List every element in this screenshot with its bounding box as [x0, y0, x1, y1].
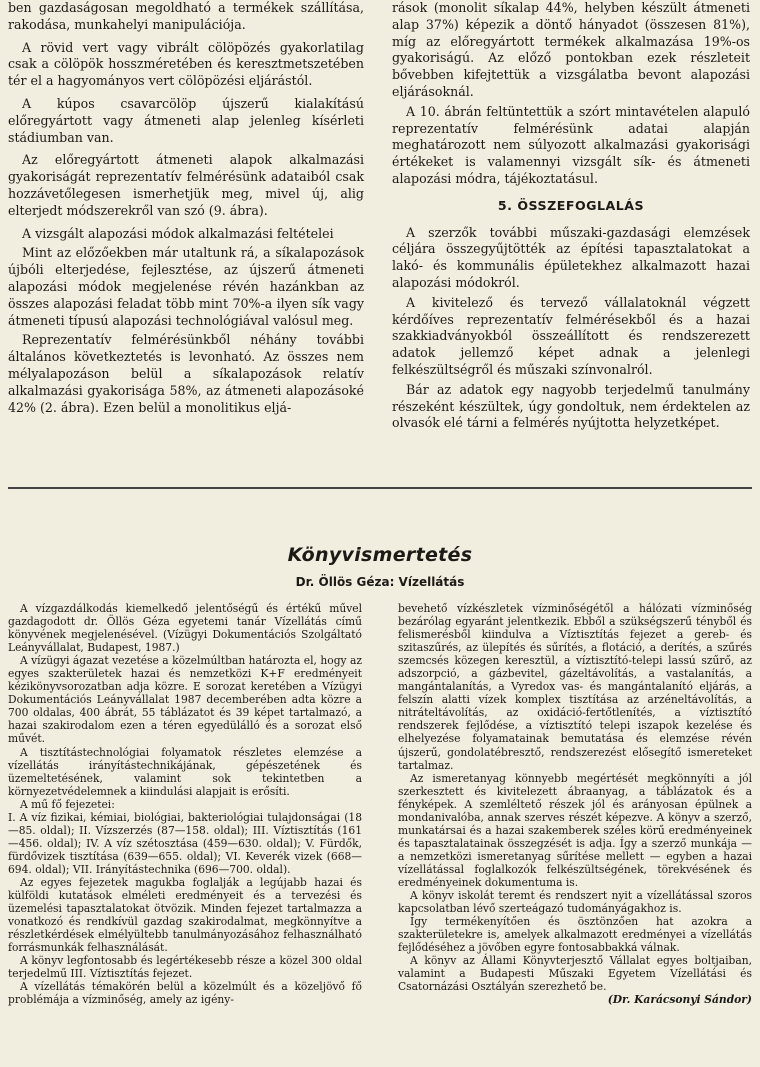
paragraph: A tisztítástechnológiai folyamatok részletes elemzése a vízellátás irányítástechnikájának, gépészetének és üzemeltetésének, valamint sok tekintetben a környezetvédelemnek a kiindulási alapjait is erősíti.	[8, 745, 362, 798]
paragraph: rások (monolit síkalap 44%, helyben készült átmeneti alap 37%) képezik a döntő hányadot (összesen 81%), míg az előregyártott termékek alkalmazása 19%-os gyakoriságú. Az előző pontokban ezek részleteit bővebben kifejtettük a vizsgálatba bevont alapozási eljárásoknál.	[392, 0, 750, 99]
paragraph-heading: A vizsgált alapozási módok alkalmazási feltételei	[22, 225, 334, 241]
upper-left-column	[8, 0, 364, 419]
paragraph: Bár az adatok egy nagyobb terjedelmű tanulmány részeként készültek, úgy gondoltuk, nem érdektelen az olvasók elé tárni a felmérés nyújtotta helyzetképet.	[392, 381, 750, 431]
upper-right-column	[392, 0, 750, 435]
section-divider	[8, 487, 752, 489]
paragraph: A kivitelező és tervező vállalatoknál végzett kérdőíves reprezentatív felmérésekből és a hazai szakkiadványokból összeállított és rendszerezett adatok jellemző képet adnak a jelenlegi felkészültségről és műszaki színvonalról.	[392, 294, 750, 377]
paragraph: A szerzők további műszaki-gazdasági elemzések céljára összegyűjtötték az építési tapasztalatokat a lakó- és kommunális épületekhez alkalmazott hazai alapozási módokról.	[392, 224, 750, 290]
lower-right-column	[398, 602, 752, 1006]
paragraph: ben gazdaságosan megoldható a termékek szállítása, rakodása, munkahelyi manipulációja.	[8, 0, 364, 32]
paragraph: A könyv az Állami Könyvterjesztő Vállalat egyes boltjaiban, valamint a Budapesti Műszaki Egyetem Vízellátási és Csatornázási Osztályán szerezhető be.	[398, 954, 752, 994]
lower-left-column	[8, 602, 362, 1006]
paragraph: A vízellátás témakörén belül a közelmúlt és a közeljövő fő problémája a vízminőség, amely az igény-	[8, 980, 362, 1007]
paragraph: A rövid vert vagy vibrált cölöpözés gyakorlatilag csak a cölöpök hosszméretében és keresztmetszetében tér el a hagyományos vert cölöpözési eljárástól.	[8, 39, 364, 89]
paragraph: A könyv legfontosabb és legértékesebb része a közel 300 oldal terjedelmű III. Víztisztítás fejezet.	[8, 954, 362, 981]
paragraph: A kúpos csavarcölöp újszerű kialakítású előregyártott vagy átmeneti alap jelenleg kísérleti stádiumban van.	[8, 95, 364, 145]
paragraph: Az ismeretanyag könnyebb megértését megkönnyíti a jól szerkesztett és kivitelezett ábraanyag, a táblázatok és a fényképek. A szemléltető részek jól és arányosan épülnek a mondanivalóba, annak szerves részét képezve. A könyv a szerző, munkatársai és a hazai szakemberek széles körű eredményeinek és tapasztalatainak összegzését is adja. Így a szerző munkája — a nemzetközi ismeretanyag sűrítése mellett — egyben a hazai vízellátással foglalkozók felkészültségének, törekvésének és eredményeinek dokumentuma is.	[398, 771, 752, 889]
paragraph: A vízügyi ágazat vezetése a közelmúltban határozta el, hogy az egyes szakterületek hazai és nemzetközi K+F eredményeit kézikönyvsorozatban adja közre. E sorozat keretében a Vízügyi Dokumentációs Leányvállalat 1987 decemberében adta közre a 700 oldalas, 400 ábrát, 55 táblázatot és 39 képet tartalmazó, a hazai szakirodalom ezen a téren egyedülálló és a sorozat első művét.	[8, 654, 362, 746]
page-title: Könyvismertetés	[287, 544, 473, 566]
book-author-title: Dr. Öllös Géza: Vízellátás	[295, 575, 465, 589]
paragraph: Mint az előzőekben már utaltunk rá, a síkalapozások újbóli elterjedése, fejlesztése, az újszerű átmeneti alapozási módok megjelenése révén hazánkban az összes alapozási feladat több mint 70%-a ilyen sík vagy átmeneti típusú alapozási technológiával valósul meg.	[8, 245, 364, 328]
paragraph: A 10. ábrán feltüntettük a szórt mintavételen alapuló reprezentatív felmérésünk adatai alapján meghatározott nem súlyozott alkalmazási gyakorisági értékeket is valamennyi vizsgált sík- és átmeneti alapozási módra, tájékoztatásul.	[392, 103, 750, 186]
paragraph: bevehető vízkészletek vízminőségétől a hálózati vízminőség bezárólag egyaránt jelentkezik. Ebből a szükségszerű tényből és felismerésből kiindulva a Víztisztítás fejezet a gereb- és szitaszűrés, az ülepítés és sűrítés, a flotáció, a derítés, a szűrés szemcsés közegen keresztül, a víztisztító-telepi lassú szűrő, az adszorpció, a gázbevitel, gázeltávolítás, a vastalanítás, a mangántalanítás, a Vyredox vas- és mangántalanító eljárás, a felszín alatti vízek komplex tisztítása az arzéneltávolítás, a nitráteltávolítás, az oxidáció-fertőtlenítés, a víztisztító rendszerek fejlődése, a víztisztító telepi iszapok kezelése és elhelyezése folyamatainak bemutatása és elemzése révén újszerű, gondolatébresztő, rendszerezést elősegítő ismereteket tartalmaz.	[398, 602, 752, 772]
reviewer-signature: (Dr. Karácsonyi Sándor)	[607, 993, 752, 1007]
paragraph: Így termékenyítően és ösztönzően hat azokra a szakterületekre is, amelyek alkalmazott eredményei a vízellátás fejlődéséhez a jövőben egyre fontosabbakká válnak.	[398, 915, 752, 955]
paragraph: Reprezentatív felmérésünkből néhány további általános következtetés is levonható. Az összes nem mélyalapozáson belül a síkalapozások relatív alkalmazási gyakorisága 58%, az átmeneti alapozásoké 42% (2. ábra). Ezen belül a monolitikus eljá-	[8, 332, 364, 415]
paragraph: A könyv iskolát teremt és rendszert nyit a vízellátással szoros kapcsolatban lévő szerteágazó tudományágakhoz is.	[398, 889, 752, 916]
section-heading: 5. ÖSSZEFOGLALÁS	[497, 197, 645, 213]
paragraph: Az előregyártott átmeneti alapok alkalmazási gyakoriságát reprezentatív felmérésünk adataiból csak hozzávetőlegesen ismerhetjük meg, mivel új, alig elterjedt módszerekről van szó (9. ábra).	[8, 152, 364, 218]
paragraph: A mű fő fejezetei:	[20, 797, 115, 811]
paragraph: A vízgazdálkodás kiemelkedő jelentőségű és értékű művel gazdagodott dr. Öllös Géza egyetemi tanár Vízellátás című könyvének megjelenésével. (Vízügyi Dokumentációs Szolgáltató Leányvállalat, Budapest, 1987.)	[8, 602, 362, 655]
chapter-list: I. A víz fizikai, kémiai, biológiai, bakteriológiai tulajdonságai (18—85. oldal); II. Vízszerzés (87—158. oldal); III. Víztisztítás (161—456. oldal); IV. A víz szétosztása (459—630. oldal); V. Fürdők, fürdővizek tisztítása (639—655. oldal); VI. Keverék vizek (668—694. oldal); VII. Irányítástechnika (696—700. oldal).	[8, 810, 362, 876]
paragraph: Az egyes fejezetek magukba foglalják a legújabb hazai és külföldi kutatások elméleti eredményeit és a tervezési és üzemelési tapasztalatokat ötvözik. Minden fejezet tartalmazza a vonatkozó és rendkívül gazdag szakirodalmat, megkönnyítve a részletkérdések elmélyültebb tanulmányozásához felhasználható forrásmunkák felhasználását.	[8, 875, 362, 955]
